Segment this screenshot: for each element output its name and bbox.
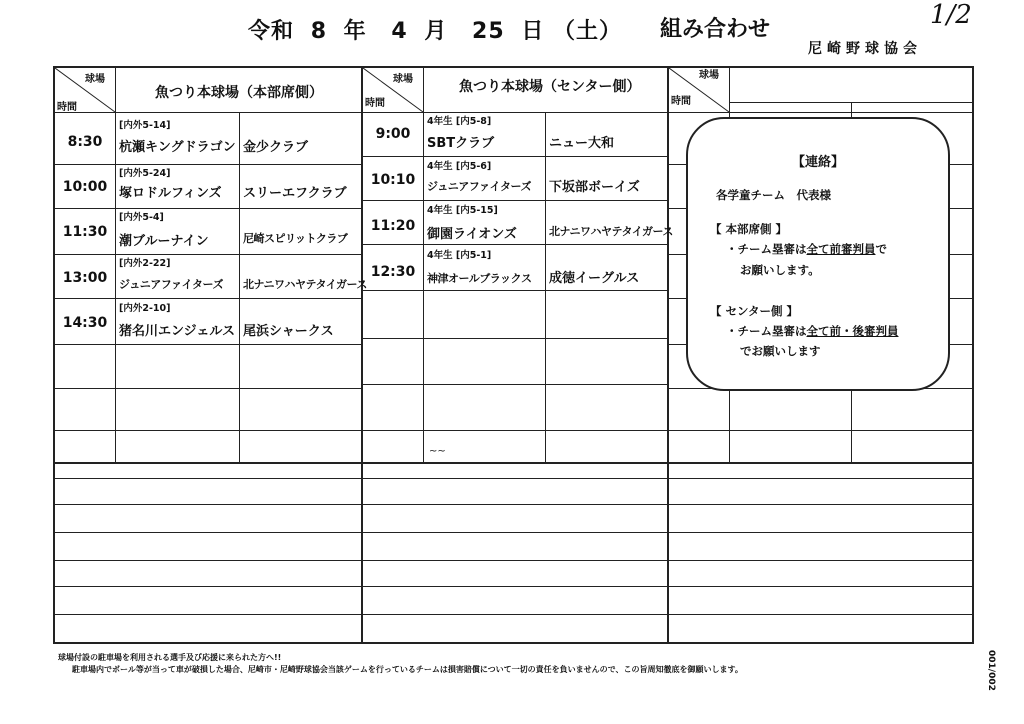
divider	[115, 68, 116, 464]
venue-header-main: 魚つり本球場（本部席側）	[155, 85, 323, 101]
home-team: 塚ロドルフィンズ	[119, 186, 222, 201]
away-team: 成徳イーグルス	[549, 271, 640, 286]
match-time: 9:00	[375, 126, 411, 142]
venue-header-center: 魚つり本球場（センター側）	[459, 79, 641, 95]
emphasis-text: 全て前審判員	[806, 242, 876, 256]
notice-title: 【連絡】	[791, 155, 844, 170]
divider	[545, 112, 546, 464]
away-team: 尼崎スピリットクラブ	[243, 232, 348, 245]
match-code: 4年生 [内5-6]	[427, 161, 492, 172]
divider	[667, 464, 669, 644]
year-unit: 年	[343, 19, 367, 44]
home-team: 潮ブルーナイン	[119, 234, 209, 249]
organization-name: 尼崎野球協会	[808, 41, 922, 57]
divider	[363, 384, 667, 385]
match-code: [内外5-14]	[119, 120, 171, 131]
match-code: [内外2-10]	[119, 303, 171, 314]
notice-line: ・チーム塁審は全て前・後審判員	[726, 324, 899, 338]
divider	[363, 338, 667, 339]
year: 8	[310, 19, 327, 44]
match-code: [内外5-24]	[119, 168, 171, 179]
month-unit: 月	[424, 19, 448, 44]
match-time: 13:00	[62, 270, 108, 286]
corner-time-label: 時間	[365, 98, 385, 109]
divider	[55, 504, 972, 505]
divider	[729, 102, 972, 103]
corner-time-label: 時間	[57, 102, 77, 113]
divider	[423, 68, 424, 464]
divider	[669, 430, 972, 431]
home-team: 杭瀬キングドラゴン	[119, 140, 236, 155]
notice-line: ・チーム塁審は全て前審判員で	[726, 242, 887, 256]
page-title: 組み合わせ	[660, 17, 771, 42]
divider	[363, 156, 667, 157]
away-team: 下坂部ボーイズ	[549, 180, 640, 195]
weekday: （土）	[553, 19, 623, 44]
divider	[55, 164, 361, 165]
divider	[55, 254, 361, 255]
corner-venue-label: 球場	[85, 74, 105, 85]
page-mark: 1/2	[930, 0, 972, 30]
notice-greeting: 各学童チーム 代表様	[716, 188, 831, 202]
day-unit: 日	[521, 19, 545, 44]
home-team: ジュニアファイターズ	[427, 180, 532, 193]
divider	[363, 244, 667, 245]
divider	[55, 560, 972, 561]
side-page-number: 001/002	[986, 650, 996, 691]
away-team: 尾浜シャークス	[243, 324, 334, 339]
era: 令和	[248, 19, 295, 44]
match-time: 14:30	[62, 315, 108, 331]
divider	[55, 112, 972, 113]
divider	[363, 290, 667, 291]
divider	[361, 464, 363, 644]
divider	[55, 298, 361, 299]
divider	[55, 586, 972, 587]
match-time: 11:30	[62, 224, 108, 240]
divider	[667, 68, 669, 464]
divider	[363, 430, 667, 431]
notice-section-title: 【 本部席側 】	[710, 222, 788, 236]
match-time: 11:20	[370, 218, 416, 234]
notice-line: でお願いします	[740, 344, 821, 358]
home-team: ジュニアファイターズ	[119, 278, 224, 291]
notice-section-title: 【 センター側 】	[710, 304, 799, 318]
match-time: 10:10	[370, 172, 416, 188]
match-code: 4年生 [内5-1]	[427, 250, 492, 261]
match-time: 10:00	[62, 179, 108, 195]
divider	[363, 200, 667, 201]
corner-venue-label: 球場	[393, 74, 413, 85]
notice-box	[686, 117, 950, 391]
home-team: SBTクラブ	[427, 136, 495, 151]
away-team: 北ナニワハヤテタイガース	[549, 225, 673, 238]
divider	[55, 344, 361, 345]
divider	[55, 430, 361, 431]
footer-notice-title: 球場付設の駐車場を利用される選手及び応援に来られた方へ!!	[58, 653, 282, 662]
divider	[55, 478, 972, 479]
match-code: 4年生 [内5-15]	[427, 205, 498, 216]
notice-line: お願いします。	[740, 263, 820, 277]
away-team: ニュー大和	[549, 136, 615, 151]
match-time: 8:30	[67, 134, 103, 150]
scribble-mark: ~~	[429, 446, 446, 457]
corner-venue-label: 球場	[699, 70, 719, 81]
match-time: 12:30	[370, 264, 416, 280]
home-team: 神津オールブラックス	[427, 272, 532, 285]
corner-time-label: 時間	[671, 96, 691, 107]
footer-notice-text: 駐車場内でボール等が当って車が破損した場合、尼崎市・尼崎野球協会当該ゲームを行っているチームは損害賠償について一切の責任を負いませんので、この旨周知徹底を御願いします。	[72, 665, 743, 674]
away-team: スリーエフクラブ	[243, 186, 347, 201]
home-team: 猪名川エンジェルス	[119, 324, 236, 339]
divider	[55, 208, 361, 209]
day: 25	[472, 19, 505, 44]
divider	[55, 614, 972, 615]
month: 4	[391, 19, 408, 44]
match-code: [内外5-4]	[119, 212, 164, 223]
away-team: 北ナニワハヤテタイガース	[243, 278, 367, 291]
emphasis-text: 全て前・後審判員	[806, 324, 899, 338]
document-date	[248, 14, 622, 45]
away-team: 金少クラブ	[243, 140, 309, 155]
divider	[55, 462, 972, 464]
home-team: 御園ライオンズ	[427, 227, 517, 242]
match-code: [内外2-22]	[119, 258, 171, 269]
match-code: 4年生 [内5-8]	[427, 116, 492, 127]
divider	[55, 532, 972, 533]
divider	[55, 388, 361, 389]
